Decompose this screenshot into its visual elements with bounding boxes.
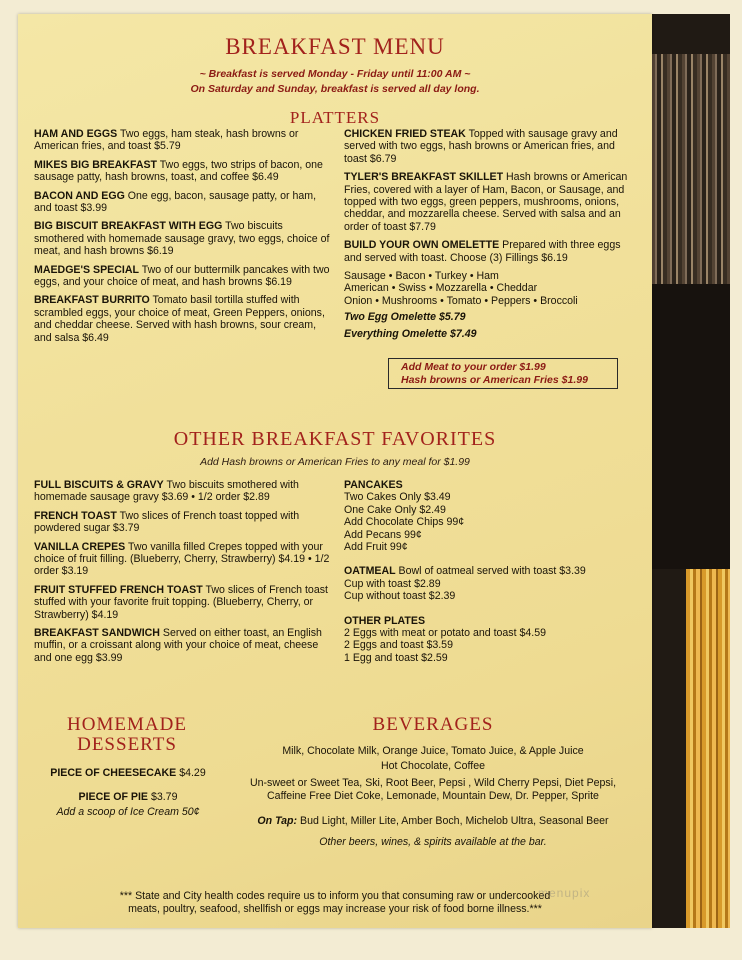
menu-item: BIG BISCUIT BREAKFAST WITH EGG Two biscuits smothered with homemade sausage gravy, two eggs, choice of meat, and hash browns $6.19 <box>34 220 330 258</box>
menu-item: BREAKFAST BURRITO Tomato basil tortilla stuffed with scrambled eggs, your choice of meat, Green Peppers, onions, and cheddar cheese. Served with hash browns, sour cream, and salsa $6.49 <box>34 294 325 344</box>
two-egg-omelette: Two Egg Omelette $5.79 <box>344 311 466 324</box>
menu-page <box>18 14 652 928</box>
favorites-note: Add Hash browns or American Fries to any meal for $1.99 <box>200 456 470 468</box>
desserts-heading-line2: DESSERTS <box>77 734 177 755</box>
health-warning-line2: meats, poultry, seafood, shellfish or eggs may increase your risk of food borne illness.*** <box>128 903 542 915</box>
wood-texture-top <box>652 54 730 284</box>
oatmeal-section: OATMEAL Bowl of oatmeal served with toast $3.39 Cup with toast $2.89 Cup without toast $2.39 <box>344 565 586 603</box>
beverage-line: Un-sweet or Sweet Tea, Ski, Root Beer, Pepsi , Wild Cherry Pepsi, Diet Pepsi, <box>249 777 617 789</box>
beverage-line: Hot Chocolate, Coffee <box>380 760 486 772</box>
menu-item: FRUIT STUFFED FRENCH TOAST Two slices of French toast stuffed with your favorite fruit topping. (Blueberry, Cherry, or Strawberry) $4.19 <box>34 583 328 621</box>
fillings-row: Sausage • Bacon • Turkey • Ham <box>344 270 499 283</box>
platters-left-column <box>34 128 334 350</box>
platters-right-column <box>344 128 640 340</box>
menu-item: VANILLA CREPES Two vanilla filled Crepes topped with your choice of fruit filling. (Blueberry, Cherry, Strawberry) $4.19 • 1/2 order $3.19 <box>34 540 330 578</box>
beverages-heading: BEVERAGES <box>372 714 494 735</box>
menu-item: BACON AND EGG One egg, bacon, sausage patty, or ham, and toast $3.99 <box>34 189 317 215</box>
favorites-heading: OTHER BREAKFAST FAVORITES <box>173 428 497 450</box>
addons-box: Add Meat to your order $1.99 Hash browns or American Fries $1.99 <box>388 358 618 389</box>
fillings-row: Onion • Mushrooms • Tomato • Peppers • Broccoli <box>344 294 578 307</box>
on-tap-line: On Tap: Bud Light, Miller Lite, Amber Boch, Michelob Ultra, Seasonal Beer <box>257 815 609 827</box>
menu-item: FRENCH TOAST Two slices of French toast topped with powdered sugar $3.79 <box>34 509 300 535</box>
everything-omelette: Everything Omelette $7.49 <box>344 327 477 340</box>
wood-texture-gold <box>686 569 730 928</box>
weekday-note: ~ Breakfast is served Monday - Friday until 11:00 AM ~ <box>199 68 471 80</box>
desserts-heading-line1: HOMEMADE <box>67 714 187 735</box>
omelette-fillings <box>344 270 640 307</box>
menu-title: BREAKFAST MENU <box>225 34 445 59</box>
menu-item: TYLER'S BREAKFAST SKILLET Hash browns or American Fries, covered with a layer of Ham, Bacon, or Sausage, and topped with two eggs, green peppers, mushrooms, onions, cheddar, and mozzarella cheese. Served with salsa and an order of toast $7.79 <box>344 171 628 233</box>
menu-item: BREAKFAST SANDWICH Served on either toast, an English muffin, or a croissant along with your choice of meat, cheese and one egg $3.99 <box>34 627 322 664</box>
watermark: menupix <box>538 886 591 900</box>
menu-item: HAM AND EGGS Two eggs, ham steak, hash browns or American fries, and toast $5.79 <box>34 128 299 153</box>
beverage-line: Caffeine Free Diet Coke, Lemonade, Mountain Dew, Dr. Pepper, Sprite <box>267 790 599 802</box>
favorites-left-column <box>34 479 334 670</box>
favorites-right-column <box>344 479 640 664</box>
other-drinks-note: Other beers, wines, & spirits available at the bar. <box>319 836 547 848</box>
dessert-pie: PIECE OF PIE $3.79 <box>78 791 178 803</box>
health-warning-line1: *** State and City health codes require us to inform you that consuming raw or undercooked <box>119 890 551 902</box>
beverage-line: Milk, Chocolate Milk, Orange Juice, Tomato Juice, & Apple Juice <box>282 745 584 757</box>
menu-item: FULL BISCUITS & GRAVY Two biscuits smothered with homemade sausage gravy $3.69 • 1/2 order $2.89 <box>34 479 299 504</box>
menu-item: MAEDGE'S SPECIAL Two of our buttermilk pancakes with two eggs, and your choice of meat, and hash browns $6.19 <box>34 263 330 289</box>
fillings-row: American • Swiss • Mozzarella • Cheddar <box>344 282 538 295</box>
menu-item: BUILD YOUR OWN OMELETTE Prepared with three eggs and served with toast. Choose (3) Fillings $6.19 <box>344 239 621 264</box>
other-plates-section: OTHER PLATES 2 Eggs with meat or potato and toast $4.59 2 Eggs and toast $3.59 1 Egg and toast $2.59 <box>344 614 547 664</box>
dessert-cheesecake: PIECE OF CHEESECAKE $4.29 <box>50 767 206 779</box>
menu-item: CHICKEN FRIED STEAK Topped with sausage gravy and served with two eggs, hash browns or American fries, and toast $6.79 <box>344 128 618 165</box>
menu-item: MIKES BIG BREAKFAST Two eggs, two strips of bacon, one sausage patty, hash browns, toast, and coffee $6.49 <box>34 158 323 184</box>
platters-heading: PLATTERS <box>289 108 381 127</box>
wood-border <box>652 14 730 928</box>
weekend-note: On Saturday and Sunday, breakfast is served all day long. <box>190 83 480 95</box>
wood-texture-dark <box>652 284 730 569</box>
pancakes-section: PANCAKES Two Cakes Only $3.49 One Cake Only $2.49 Add Chocolate Chips 99¢ Add Pecans 99¢ Add Fruit 99¢ <box>344 479 465 554</box>
dessert-note: Add a scoop of Ice Cream 50¢ <box>56 806 200 818</box>
